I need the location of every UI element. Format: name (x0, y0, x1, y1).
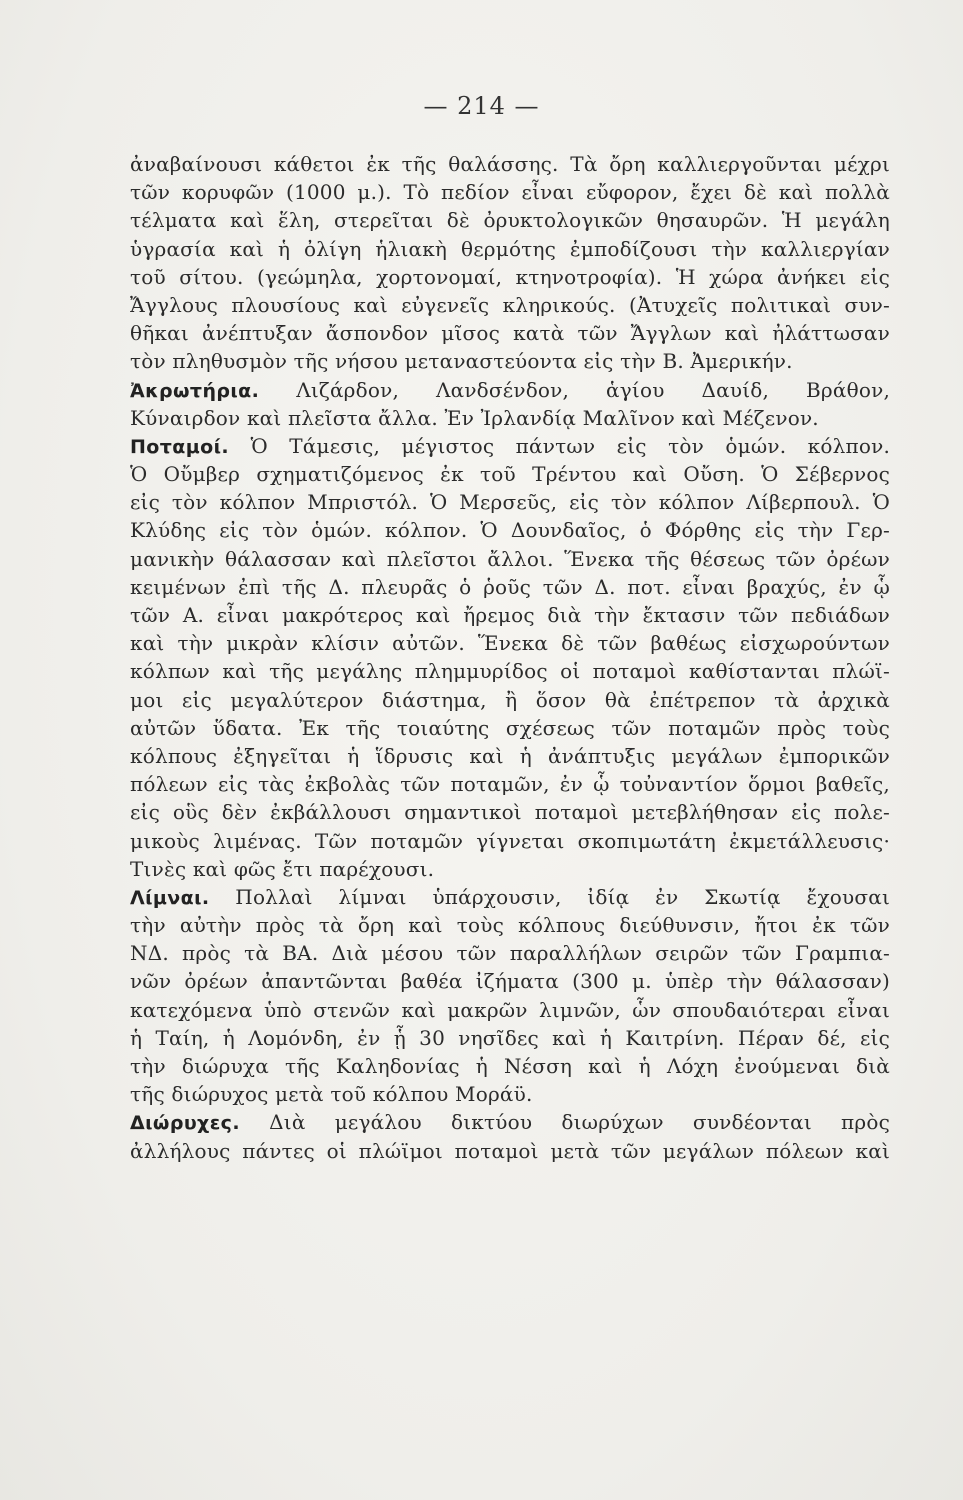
text-line (130, 1052, 890, 1080)
line-text: τοῦ σίτου. (γεώμηλα, χορτονομαί, κτηνοτροφία). Ἡ χώρα ἀνήκει εἰς (130, 264, 890, 289)
text-line (130, 319, 890, 347)
text-line (130, 855, 890, 883)
line-text: Ἄγγλους πλουσίους καὶ εὐγενεῖς κληρικούς. (Ἀτυχεῖς πολιτικαὶ συν- (130, 292, 890, 317)
section-heading: Ἀκρωτήρια. (130, 379, 260, 402)
text-line (130, 714, 890, 742)
line-text: πόλεων εἰς τὰς ἐκβολὰς τῶν ποταμῶν, ἐν ᾧ τοὐναντίον ὅρμοι βαθεῖς, (130, 772, 890, 797)
line-text: τῶν κορυφῶν (1000 μ.). Τὸ πεδίον εἶναι εὔφορον, ἔχει δὲ καὶ πολλὰ (130, 180, 890, 205)
text-line (130, 1137, 890, 1165)
line-text: Κλύδης εἰς τὸν ὁμών. κόλπον. Ὁ Δουνδαῖος, ὁ Φόρθης εἰς τὴν Γερ- (130, 518, 890, 543)
text-line (130, 376, 890, 404)
page-number: — 214 — (423, 92, 540, 120)
text-line (130, 911, 890, 939)
section-heading: Διώρυχες. (130, 1112, 240, 1135)
line-text: κειμένων ἐπὶ τῆς Δ. πλευρᾶς ὁ ῥοῦς τῶν Δ. ποτ. εἶναι βραχύς, ἐν ᾧ (130, 574, 890, 599)
line-text: τῆς διώρυχος μετὰ τοῦ κόλπου Μοράϋ. (130, 1082, 533, 1107)
text-line (130, 291, 890, 319)
text-line (130, 404, 890, 432)
line-text: κόλπων καὶ τῆς μεγάλης πλημμυρίδος οἱ ποταμοὶ καθίστανται πλώϊ- (130, 659, 890, 684)
line-text: Ὁ Οὔμβερ σχηματιζόμενος ἐκ τοῦ Τρέντου καὶ Οὔση. Ὁ Σέβερνος (130, 462, 890, 487)
line-text: τὴν αὐτὴν πρὸς τὰ ὄρη καὶ τοὺς κόλπους διεύθυνσιν, ἤτοι ἐκ τῶν (130, 913, 890, 938)
line-text: αὐτῶν ὕδατα. Ἐκ τῆς τοιαύτης σχέσεως τῶν ποταμῶν πρὸς τοὺς (130, 715, 890, 740)
text-line (130, 178, 890, 206)
line-text: Λιζάρδον, Λανδσένδον, ἁγίου Δαυίδ, Βράθον, (296, 377, 890, 402)
line-text: τῶν Α. εἶναι μακρότερος καὶ ἤρεμος διὰ τὴν ἔκτασιν τῶν πεδιάδων (130, 603, 890, 627)
text-line (130, 629, 890, 657)
line-text: νῶν ὀρέων ἀπαντῶνται βαθέα ἰζήματα (300 μ. ὑπὲρ τὴν θάλασσαν) (130, 969, 890, 994)
text-line (130, 263, 890, 291)
text-line (130, 460, 890, 488)
line-text: μικοὺς λιμένας. Τῶν ποταμῶν γίγνεται σκοπιμωτάτη ἐκμετάλλευσις· (130, 828, 890, 853)
line-text: Διὰ μεγάλου δικτύου διωρύχων συνδέονται πρὸς (269, 1110, 890, 1135)
line-text: εἰς οὓς δὲν ἐκβάλλουσι σημαντικοὶ ποταμοὶ μετεβλήθησαν εἰς πολε- (130, 800, 890, 825)
line-text: Ὁ Τάμεσις, μέγιστος πάντων εἰς τὸν ὁμών. κόλπον. (250, 433, 890, 458)
text-line (130, 488, 890, 516)
line-text: τέλματα καὶ ἕλη, στερεῖται δὲ ὀρυκτολογικῶν θησαυρῶν. Ἡ μεγάλη (130, 208, 890, 233)
text-line (130, 150, 890, 178)
text-line (130, 827, 890, 855)
text-line (130, 967, 890, 995)
text-line (130, 573, 890, 601)
line-text: κατεχόμενα ὑπὸ στενῶν καὶ μακρῶν λιμνῶν, ὧν σπουδαιότεραι εἶναι (130, 997, 890, 1022)
text-line (130, 798, 890, 826)
line-text: μοι εἰς μεγαλύτερον διάστημα, ἢ ὅσον θὰ ἐπέτρεπον τὰ ἀρχικὰ (130, 687, 890, 712)
line-text: ἡ Ταίη, ἡ Λομόνδη, ἐν ᾗ 30 νησῖδες καὶ ἡ Καιτρίνη. Πέραν δέ, εἰς (130, 1025, 890, 1050)
text-line (130, 206, 890, 234)
text-line (130, 883, 890, 911)
text-line (130, 1024, 890, 1052)
line-text: ὑγρασία καὶ ἡ ὀλίγη ἡλιακὴ θερμότης ἐμποδίζουσι τὴν καλλιεργίαν (130, 236, 890, 261)
text-line (130, 996, 890, 1024)
text-line (130, 235, 890, 263)
body-text (130, 150, 890, 1165)
line-text: Πολλαὶ λίμναι ὑπάρχουσιν, ἰδίᾳ ἐν Σκωτίᾳ ἔχουσαι (235, 884, 890, 909)
line-text: κόλπους ἐξηγεῖται ἡ ἵδρυσις καὶ ἡ ἀνάπτυξις μεγάλων ἐμπορικῶν (130, 743, 890, 768)
line-text: Κύναιρδον καὶ πλεῖστα ἄλλα. Ἐν Ἰρλανδίᾳ Μαλῖνον καὶ Μέζενον. (130, 405, 819, 430)
line-text: ἀναβαίνουσι κάθετοι ἐκ τῆς θαλάσσης. Τὰ ὄρη καλλιεργοῦνται μέχρι (130, 152, 890, 176)
text-line (130, 770, 890, 798)
line-text: ΝΔ. πρὸς τὰ ΒΑ. Διὰ μέσου τῶν παραλλήλων σειρῶν τῶν Γραμπια- (130, 941, 890, 966)
line-text: θῆκαι ἀνέπτυξαν ἄσπονδον μῖσος κατὰ τῶν Ἄγγλων καὶ ἠλάττωσαν (130, 321, 890, 346)
line-text: μανικὴν θάλασσαν καὶ πλεῖστοι ἄλλοι. Ἕνεκα τῆς θέσεως τῶν ὀρέων (130, 546, 890, 571)
text-line (130, 545, 890, 573)
section-heading: Ποταμοί. (130, 435, 229, 458)
line-text: τὴν διώρυχα τῆς Καληδονίας ἡ Νέσση καὶ ἡ Λόχη ἐνούμεναι διὰ (130, 1054, 890, 1078)
line-text: τὸν πληθυσμὸν τῆς νήσου μεταναστεύοντα εἰς τὴν Β. Ἀμερικήν. (130, 349, 793, 374)
text-line (130, 742, 890, 770)
text-line (130, 516, 890, 544)
line-text: Τινὲς καὶ φῶς ἔτι παρέχουσι. (130, 856, 435, 881)
line-text: καὶ τὴν μικρὰν κλίσιν αὐτῶν. Ἕνεκα δὲ τῶν βαθέως εἰσχωρούντων (130, 631, 890, 656)
text-line (130, 657, 890, 685)
text-line (130, 1108, 890, 1136)
text-line (130, 601, 890, 629)
text-line (130, 432, 890, 460)
text-line (130, 1080, 890, 1108)
section-heading: Λίμναι. (130, 886, 210, 909)
text-line (130, 939, 890, 967)
line-text: εἰς τὸν κόλπον Μπριστόλ. Ὁ Μερσεῦς, εἰς τὸν κόλπον Λίβερπουλ. Ὁ (130, 490, 890, 515)
text-line (130, 686, 890, 714)
text-line (130, 347, 890, 375)
line-text: ἀλλήλους πάντες οἱ πλώϊμοι ποταμοὶ μετὰ τῶν μεγάλων πόλεων καὶ (130, 1138, 890, 1163)
